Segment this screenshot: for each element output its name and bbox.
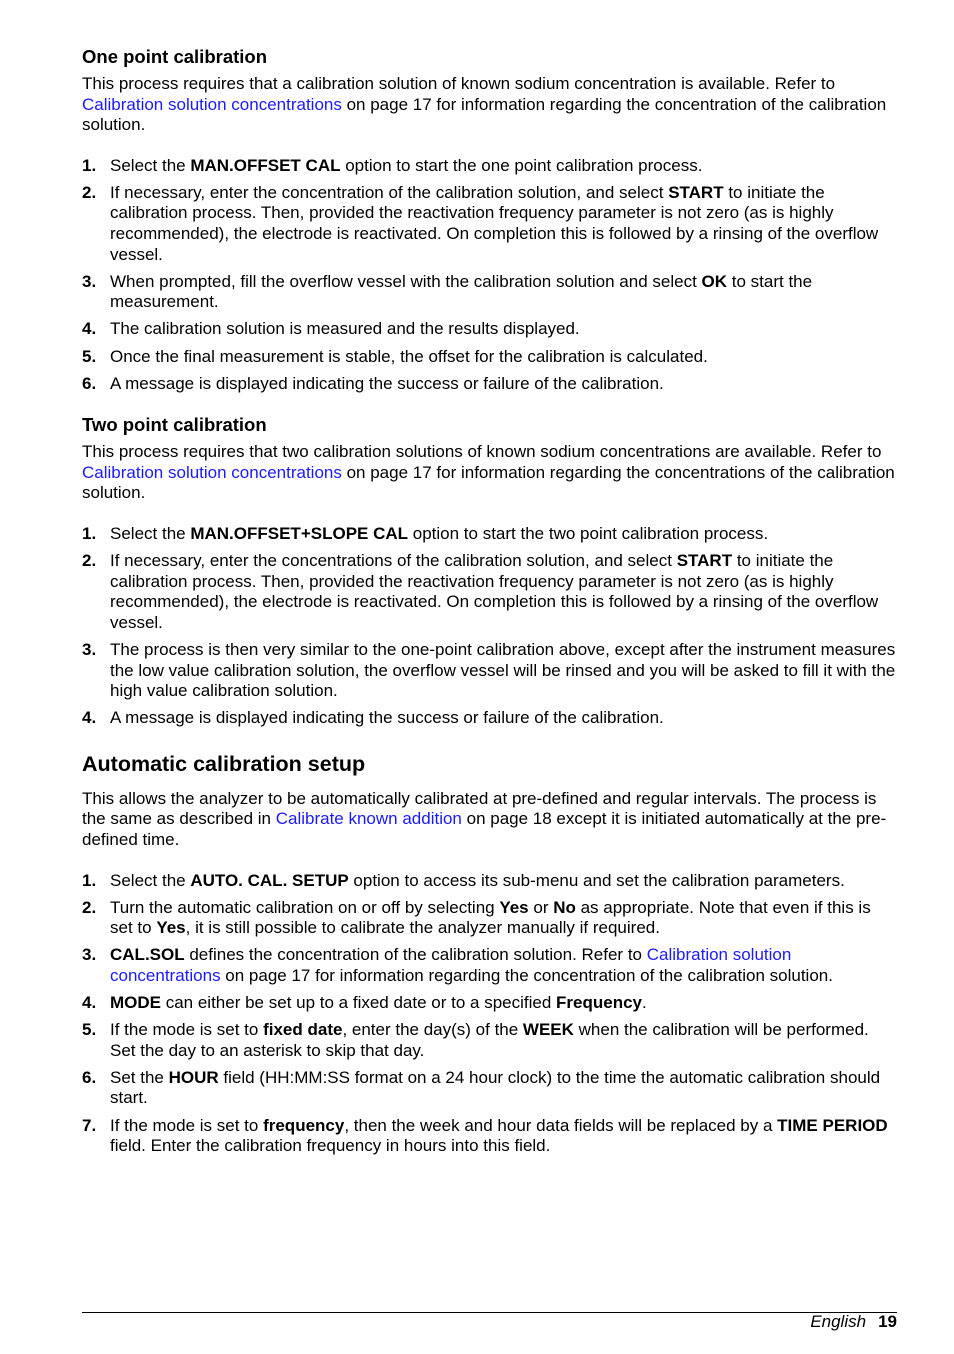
step-item <box>82 1068 897 1109</box>
bold-term: MODE <box>110 993 161 1013</box>
step-number: 5. <box>82 1020 97 1040</box>
section-heading: One point calibration <box>82 46 268 67</box>
step-list <box>82 871 897 1157</box>
text-run: field. Enter the calibration frequency in hours into this field. <box>110 1136 551 1156</box>
page-body <box>82 46 897 1163</box>
step-number: 2. <box>82 551 97 571</box>
step-number: 1. <box>82 155 97 175</box>
text-run: Select the <box>110 155 191 175</box>
section-intro <box>82 74 897 136</box>
step-number: 3. <box>82 271 97 291</box>
text-run: If necessary, enter the concentrations of the calibration solution, and select <box>110 551 677 571</box>
cross-reference-link[interactable]: Calibrate known addition <box>275 809 462 829</box>
cross-reference-link[interactable]: Calibration solution concentrations <box>82 94 342 114</box>
text-run: The calibration solution is measured and the results displayed. <box>110 319 580 339</box>
text-run: or <box>528 897 554 917</box>
text-run: Once the final measurement is stable, the offset for the calibration is calculated. <box>110 346 708 366</box>
step-item <box>82 374 897 395</box>
step-number: 1. <box>82 870 97 890</box>
step-item <box>82 524 897 545</box>
section-intro <box>82 789 897 851</box>
text-run: to initiate the calibration process. Then, provided the reactivation frequency parameter is not zero (as is highly recommended), the electrode is reactivated. On completion this is followed by a rinsing of the overflow vessel. <box>110 182 879 264</box>
text-run: option to start the one point calibration process. <box>340 155 703 175</box>
step-number: 2. <box>82 897 97 917</box>
section-heading: Automatic calibration setup <box>82 751 366 776</box>
section <box>82 751 897 1157</box>
step-number: 5. <box>82 346 97 366</box>
bold-term: fixed date <box>263 1020 343 1040</box>
step-item <box>82 708 897 729</box>
text-run: A message is displayed indicating the success or failure of the calibration. <box>110 708 664 728</box>
text-run: This process requires that a calibration solution of known sodium concentration is available. Refer to <box>82 74 836 93</box>
text-run: If necessary, enter the concentration of the calibration solution, and select <box>110 182 669 202</box>
text-run: when the calibration will be performed. Set the day to an asterisk to skip that day. <box>110 1020 869 1060</box>
step-item <box>82 993 897 1014</box>
bold-term: No <box>553 897 576 917</box>
bold-term: WEEK <box>522 1020 574 1040</box>
section-intro <box>82 442 897 504</box>
footer-divider <box>82 1312 897 1313</box>
footer-language: English <box>810 1312 867 1331</box>
text-run: to initiate the calibration process. Then, provided the reactivation frequency parameter is not zero (as is highly recommended), the electrode is reactivated. On completion this is followed by a rinsing of the overflow vessel. <box>110 551 879 632</box>
step-number: 7. <box>82 1115 97 1135</box>
step-item <box>82 319 897 340</box>
step-number: 6. <box>82 1067 97 1087</box>
bold-term: OK <box>701 271 728 291</box>
bold-term: AUTO. CAL. SETUP <box>190 870 349 890</box>
section-heading: Two point calibration <box>82 414 267 436</box>
step-item <box>82 272 897 313</box>
bold-term: Frequency <box>556 993 643 1013</box>
text-run: This process requires that two calibration solutions of known sodium concentrations are available. Refer to <box>82 442 882 462</box>
step-item <box>82 640 897 702</box>
text-run: Select the <box>110 524 191 543</box>
text-run: field (HH:MM:SS format on a 24 hour clock) to the time the automatic calibration should start. <box>110 1067 881 1108</box>
bold-term: CAL.SOL <box>110 945 185 965</box>
step-item <box>82 1020 897 1061</box>
text-run: on page 17 for information regarding the concentration of the calibration solution. <box>82 94 887 135</box>
text-run: as appropriate. Note that even if this is set to <box>110 897 871 938</box>
text-run: If the mode is set to <box>110 1020 264 1040</box>
text-run: , enter the day(s) of the <box>342 1020 523 1040</box>
text-run: on page 17 for information regarding the concentration of the calibration solution. <box>220 966 833 985</box>
text-run: Set the <box>110 1067 169 1087</box>
text-run: to start the measurement. <box>110 271 813 312</box>
step-number: 3. <box>82 639 97 659</box>
bold-term: TIME PERIOD <box>777 1115 888 1135</box>
text-run: If the mode is set to <box>110 1115 264 1135</box>
sections <box>82 46 897 1157</box>
step-item <box>82 551 897 633</box>
bold-term: START <box>668 182 724 202</box>
text-run: A message is displayed indicating the success or failure of the calibration. <box>110 373 664 393</box>
step-item <box>82 347 897 368</box>
text-run: Select the <box>110 870 191 890</box>
text-run: option to start the two point calibration process. <box>408 524 769 543</box>
step-item <box>82 156 897 177</box>
section <box>82 46 897 394</box>
page-number: 19 <box>878 1312 897 1331</box>
step-list <box>82 156 897 394</box>
bold-term: Yes <box>499 897 529 917</box>
step-item <box>82 945 897 986</box>
text-run: This allows the analyzer to be automatically calibrated at pre-defined and regular intervals. The process is the same as described in <box>82 788 877 829</box>
text-run: . <box>642 993 647 1013</box>
bold-term: MAN.OFFSET CAL <box>190 155 341 175</box>
step-number: 1. <box>82 524 97 543</box>
step-number: 4. <box>82 993 97 1013</box>
step-number: 3. <box>82 945 97 965</box>
step-number: 2. <box>82 182 97 202</box>
section <box>82 414 897 729</box>
bold-term: MAN.OFFSET+SLOPE CAL <box>190 524 409 543</box>
text-run: When prompted, fill the overflow vessel with the calibration solution and select <box>110 271 702 291</box>
text-run: on page 17 for information regarding the concentrations of the calibration solution. <box>82 462 895 503</box>
step-item <box>82 1116 897 1157</box>
bold-term: HOUR <box>168 1067 219 1087</box>
bold-term: frequency <box>263 1115 345 1135</box>
step-number: 4. <box>82 319 97 339</box>
step-number: 4. <box>82 708 97 728</box>
bold-term: START <box>676 551 733 571</box>
text-run: The process is then very similar to the one-point calibration above, except after the instrument measures the low value calibration solution, the overflow vessel will be rinsed and you will be asked to fill it with the high value calibration solution. <box>110 639 896 701</box>
step-number: 6. <box>82 373 97 393</box>
cross-reference-link[interactable]: Calibration solution concentrations <box>82 462 342 482</box>
text-run: , it is still possible to calibrate the analyzer manually if required. <box>185 918 660 938</box>
text-run: Turn the automatic calibration on or off by selecting <box>110 897 500 917</box>
step-item <box>82 871 897 892</box>
text-run: option to access its sub-menu and set the calibration parameters. <box>348 870 845 890</box>
footer <box>810 1312 897 1332</box>
text-run: defines the concentration of the calibration solution. Refer to <box>184 945 647 965</box>
text-run: can either be set up to a fixed date or to a specified <box>161 993 557 1013</box>
bold-term: Yes <box>156 918 186 938</box>
step-item <box>82 183 897 265</box>
text-run: on page 18 except it is initiated automatically at the pre-defined time. <box>82 809 887 850</box>
text-run: , then the week and hour data fields will be replaced by a <box>344 1115 778 1135</box>
step-item <box>82 898 897 939</box>
cross-reference-link[interactable]: Calibration solution concentrations <box>110 945 792 985</box>
step-list <box>82 524 897 729</box>
